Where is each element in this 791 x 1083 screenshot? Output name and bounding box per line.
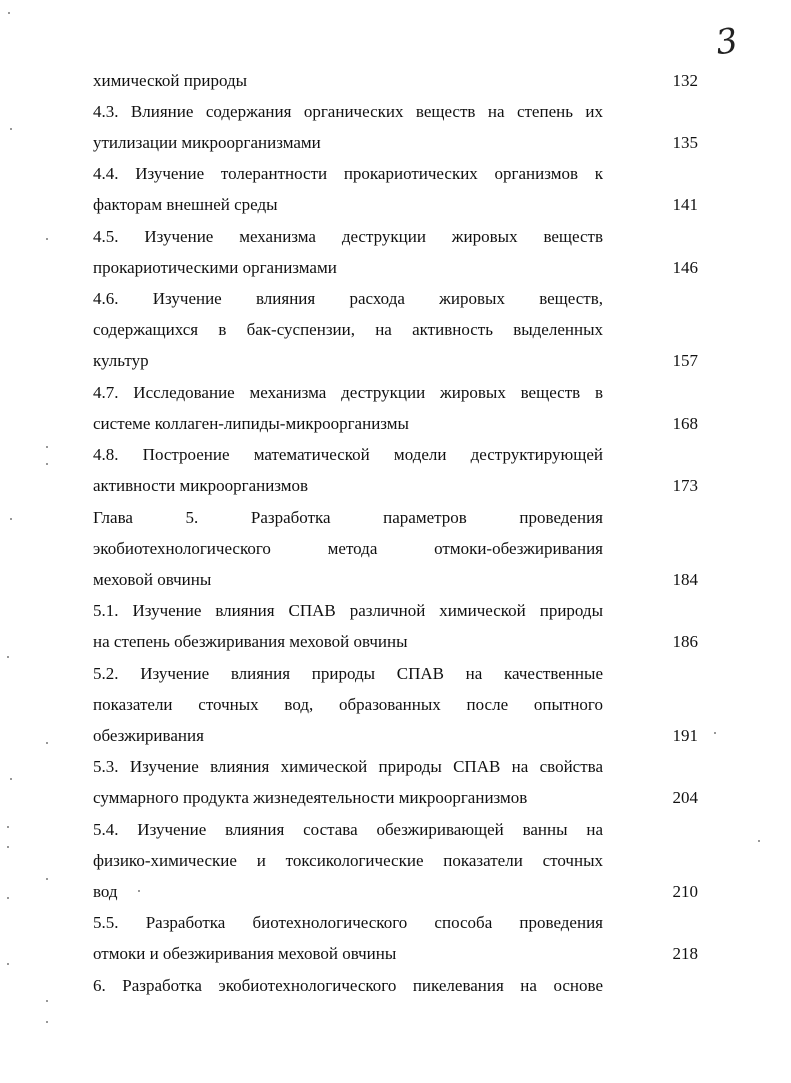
toc-page: 157 [672,351,698,370]
scan-speck [7,656,9,658]
toc-line: 5.5. Разработка биотехнологического способа проведения [93,913,603,932]
scan-speck [8,12,10,14]
toc-line: 4.7. Исследование механизма деструкции жировых веществ в [93,383,603,402]
toc-line: экобиотехнологического метода отмоки-обезжиривания [93,539,603,558]
toc-line: 5.1. Изучение влияния СПАВ различной химической природы [93,601,603,620]
toc-page: 210 [672,882,698,901]
toc-line: обезжиривания [93,726,204,745]
scan-speck [758,840,760,842]
scan-speck [46,1000,48,1002]
toc-page: 186 [672,632,698,651]
scan-speck [10,128,12,130]
toc-line: суммарного продукта жизнедеятельности микроорганизмов [93,788,528,807]
toc-line: 4.6. Изучение влияния расхода жировых веществ, [93,289,603,308]
toc-line: химической природы [93,71,248,90]
toc-page: 135 [672,133,698,152]
toc-line: физико-химические и токсикологические показатели сточных [93,851,603,870]
handwritten-page-number: 3 [713,20,741,64]
toc-page: 191 [672,726,698,745]
toc-line: показатели сточных вод, образованных после опытного [93,695,603,714]
toc-line: 4.4. Изучение толерантности прокариотических организмов к [93,164,603,183]
toc-line: 6. Разработка экобиотехнологического пикелевания на основе [93,976,603,995]
scan-speck [46,742,48,744]
toc-page: 141 [672,195,698,214]
scan-speck [46,1021,48,1023]
scan-speck [7,846,9,848]
toc-line: утилизации микроорганизмами [93,133,321,152]
toc-page: 173 [672,476,698,495]
toc-line: 5.2. Изучение влияния природы СПАВ на качественные [93,664,603,683]
toc-line: факторам внешней среды [93,195,278,214]
scan-speck [46,238,48,240]
scan-speck [46,446,48,448]
toc-page: 146 [672,258,698,277]
toc-line: системе коллаген-липиды-микроорганизмы [93,414,409,433]
toc-line: 4.5. Изучение механизма деструкции жировых веществ [93,227,603,246]
toc-line: вод [93,882,118,901]
toc-line: 5.4. Изучение влияния состава обезжиривающей ванны на [93,820,603,839]
toc-page: 132 [672,71,698,90]
scan-speck [7,963,9,965]
toc-line: 5.3. Изучение влияния химической природы СПАВ на свойства [93,757,603,776]
scan-speck [10,518,12,520]
scan-speck [10,778,12,780]
scan-speck [7,897,9,899]
scan-speck [46,878,48,880]
toc-line: Глава 5. Разработка параметров проведения [93,508,603,527]
toc-line: содержащихся в бак-суспензии, на активность выделенных [93,320,603,339]
toc-line: культур [93,351,149,370]
toc-line: отмоки и обезжиривания меховой овчины [93,944,397,963]
scan-speck [138,890,140,892]
scan-speck [714,732,716,734]
toc-page: 204 [672,788,698,807]
toc-line: активности микроорганизмов [93,476,309,495]
toc-page: 168 [672,414,698,433]
toc-page: 218 [672,944,698,963]
toc-line: 4.3. Влияние содержания органических веществ на степень их [93,102,603,121]
toc-line: прокариотическими организмами [93,258,337,277]
toc-line: на степень обезжиривания меховой овчины [93,632,408,651]
toc-line: меховой овчины [93,570,212,589]
toc-line: 4.8. Построение математической модели деструктирующей [93,445,603,464]
scan-speck [7,826,9,828]
toc-page: 184 [672,570,698,589]
scan-speck [46,463,48,465]
